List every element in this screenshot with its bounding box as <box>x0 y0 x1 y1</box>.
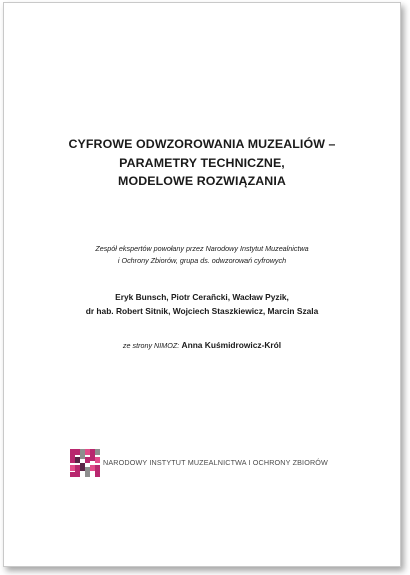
expert-team-description <box>4 243 400 266</box>
author-list <box>4 291 400 318</box>
nimoz-person-name: Anna Kuśmidrowicz-Król <box>181 340 282 350</box>
institute-name: NARODOWY INSTYTUT MUZEALNICTWA I OCHRONY ZBIORÓW <box>103 458 328 467</box>
title-line: CYFROWE ODWZOROWANIA MUZEALIÓW – <box>68 137 336 151</box>
author-line: Eryk Bunsch, Piotr Cerañcki, Wacław Pyzik, <box>115 292 289 302</box>
team-line: i Ochrony Zbiorów, grupa ds. odwzorowań cyfrowych <box>117 255 287 265</box>
team-line: Zespół ekspertów powołany przez Narodowy Instytut Muzealnictwa <box>95 244 309 253</box>
title-line: MODELOWE ROZWIĄZANIA <box>118 174 286 188</box>
document-title <box>4 135 400 191</box>
nimoz-prefix: ze strony NIMOZ: <box>122 341 180 350</box>
document-page <box>3 2 401 567</box>
author-line: dr hab. Robert Sitnik, Wojciech Staszkiewicz, Marcin Szala <box>85 305 319 316</box>
title-line: PARAMETRY TECHNICZNE, <box>119 155 285 170</box>
nimoz-representative <box>4 339 400 352</box>
nimoz-logo-icon <box>70 449 102 477</box>
